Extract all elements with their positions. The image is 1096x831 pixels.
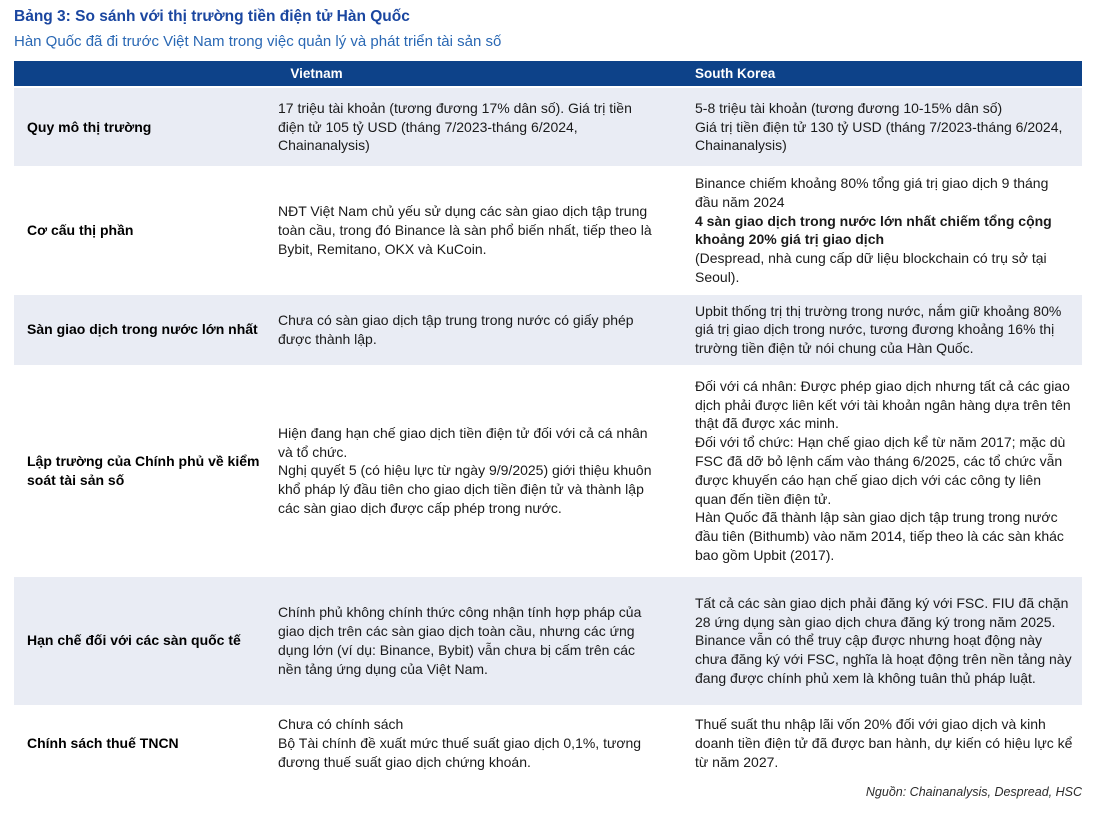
row-label: Hạn chế đối với các sàn quốc tế (27, 632, 241, 649)
paragraph: Hiện đang hạn chế giao dịch tiền điện tử đối với cả cá nhân và tổ chức. (278, 424, 648, 460)
figure-subtitle: Hàn Quốc đã đi trước Việt Nam trong việc quản lý và phát triển tài sản số (14, 33, 502, 50)
figure-title: Bảng 3: So sánh với thị trường tiền điện tử Hàn Quốc (14, 8, 410, 25)
header-cell-vietnam: Vietnam (14, 61, 689, 87)
cell-south-korea (689, 366, 1082, 576)
table-body (14, 87, 1082, 780)
table-row (14, 87, 1082, 167)
row-label: Lập trường của Chính phủ về kiểm soát tài sản số (27, 452, 260, 488)
table-header (14, 61, 1082, 87)
cell-south-korea (689, 576, 1082, 706)
paragraph: Nghị quyết 5 (có hiệu lực từ ngày 9/9/2025) giới thiệu khuôn khổ pháp lý đầu tiên cho giao dịch tiền điện tử và thành lập các sàn giao dịch được cấp phép trong nước. (278, 462, 652, 516)
paragraph: Đối với tổ chức: Hạn chế giao dịch kể từ năm 2017; mặc dù FSC đã dỡ bỏ lệnh cấm vào tháng 6/2025, các tổ chức vẫn được khuyến cáo hạn chế giao dịch với các công ty liên quan đến tiền điện tử. (695, 434, 1066, 507)
paragraph: Chưa có chính sách (278, 716, 404, 733)
paragraph: (Despread, nhà cung cấp dữ liệu blockchain có trụ sở tại Seoul). (695, 250, 1047, 285)
row-label: Quy mô thị trường (27, 118, 152, 135)
paragraph: Bộ Tài chính đề xuất mức thuế suất giao dịch 0,1%, tương đương thuế suất giao dịch chứng khoán. (278, 734, 642, 770)
paragraph: 4 sàn giao dịch trong nước lớn nhất chiếm tổng cộng khoảng 20% giá trị giao dịch (695, 212, 1052, 248)
paragraph: 5-8 triệu tài khoản (tương đương 10-15% dân số) (695, 99, 1003, 116)
paragraph: Thuế suất thu nhập lãi vốn 20% đối với giao dịch và kinh doanh tiền điện tử đã được ban hành, dự kiến có hiệu lực kể từ năm 2027. (695, 716, 1073, 770)
paragraph: Tất cả các sàn giao dịch phải đăng ký với FSC. FIU đã chặn 28 ứng dụng sàn giao dịch chưa đăng ký trong năm 2025. Binance vẫn có thể truy cập được nhưng hoạt động này chưa đăng ký với FSC, nghĩa là hoạt động trên nền tảng này đang được chính phủ xem là không tuân thủ pháp luật. (695, 594, 1072, 686)
row-label: Sàn giao dịch trong nước lớn nhất (27, 321, 258, 338)
comparison-table (14, 61, 1082, 780)
cell-vietnam (272, 706, 689, 780)
cell-south-korea (689, 294, 1082, 366)
row-label: Chính sách thuế TNCN (27, 734, 179, 751)
table-row (14, 167, 1082, 294)
header-cell-south-korea: South Korea (689, 61, 1082, 87)
paragraph: Đối với cá nhân: Được phép giao dịch nhưng tất cả các giao dịch phải được liên kết với tài khoản ngân hàng dựa trên tên thật đã được xác minh. (695, 377, 1071, 432)
cell-vietnam (272, 366, 689, 576)
paragraph: Upbit thống trị thị trường trong nước, nắm giữ khoảng 80% giá trị giao dịch trong nước, tương đương khoảng 16% thị trường tiền điện tử nói chung của Hàn Quốc. (695, 302, 1062, 357)
paragraph: Chính phủ không chính thức công nhận tính hợp pháp của giao dịch trên các sàn giao dịch toàn cầu, nhưng các ứng dụng lớn (ví dụ: Binance, Bybit) vẫn chưa bị cấm trên các nền tảng ứng dụng của Việt Nam. (278, 604, 642, 677)
row-label: Cơ cấu thị phần (27, 221, 134, 238)
cell-south-korea (689, 706, 1082, 780)
cell-vietnam (272, 294, 689, 366)
paragraph: 17 triệu tài khoản (tương đương 17% dân số). Giá trị tiền điện tử 105 tỷ USD (tháng 7/2023-tháng 6/2024, Chainanalysis) (278, 99, 632, 154)
cell-vietnam (272, 576, 689, 706)
header-row (14, 61, 1082, 87)
cell-vietnam (272, 167, 689, 294)
paragraph: Chưa có sàn giao dịch tập trung trong nước có giấy phép được thành lập. (278, 311, 634, 347)
table-row (14, 576, 1082, 706)
cell-vietnam (272, 87, 689, 167)
paragraph: Giá trị tiền điện tử 130 tỷ USD (tháng 7/2023-tháng 6/2024, Chainanalysis) (695, 118, 1063, 154)
table-row (14, 294, 1082, 366)
table-row (14, 706, 1082, 780)
cell-south-korea (689, 87, 1082, 167)
table-row (14, 366, 1082, 576)
paragraph: Binance chiếm khoảng 80% tổng giá trị giao dịch 9 tháng đầu năm 2024 (695, 175, 1049, 210)
paragraph: NĐT Việt Nam chủ yếu sử dụng các sàn giao dịch tập trung toàn cầu, trong đó Binance là sàn phổ biến nhất, tiếp theo là Bybit, Remitano, OKX và KuCoin. (278, 203, 652, 257)
source-note: Nguồn: Chainanalysis, Despread, HSC (865, 784, 1082, 799)
cell-south-korea (689, 167, 1082, 294)
paragraph: Hàn Quốc đã thành lập sàn giao dịch tập trung trong nước đầu tiên (Bithumb) vào năm 2014, tiếp theo là các sàn khác bao gồm Upbit (2017). (695, 509, 1064, 563)
